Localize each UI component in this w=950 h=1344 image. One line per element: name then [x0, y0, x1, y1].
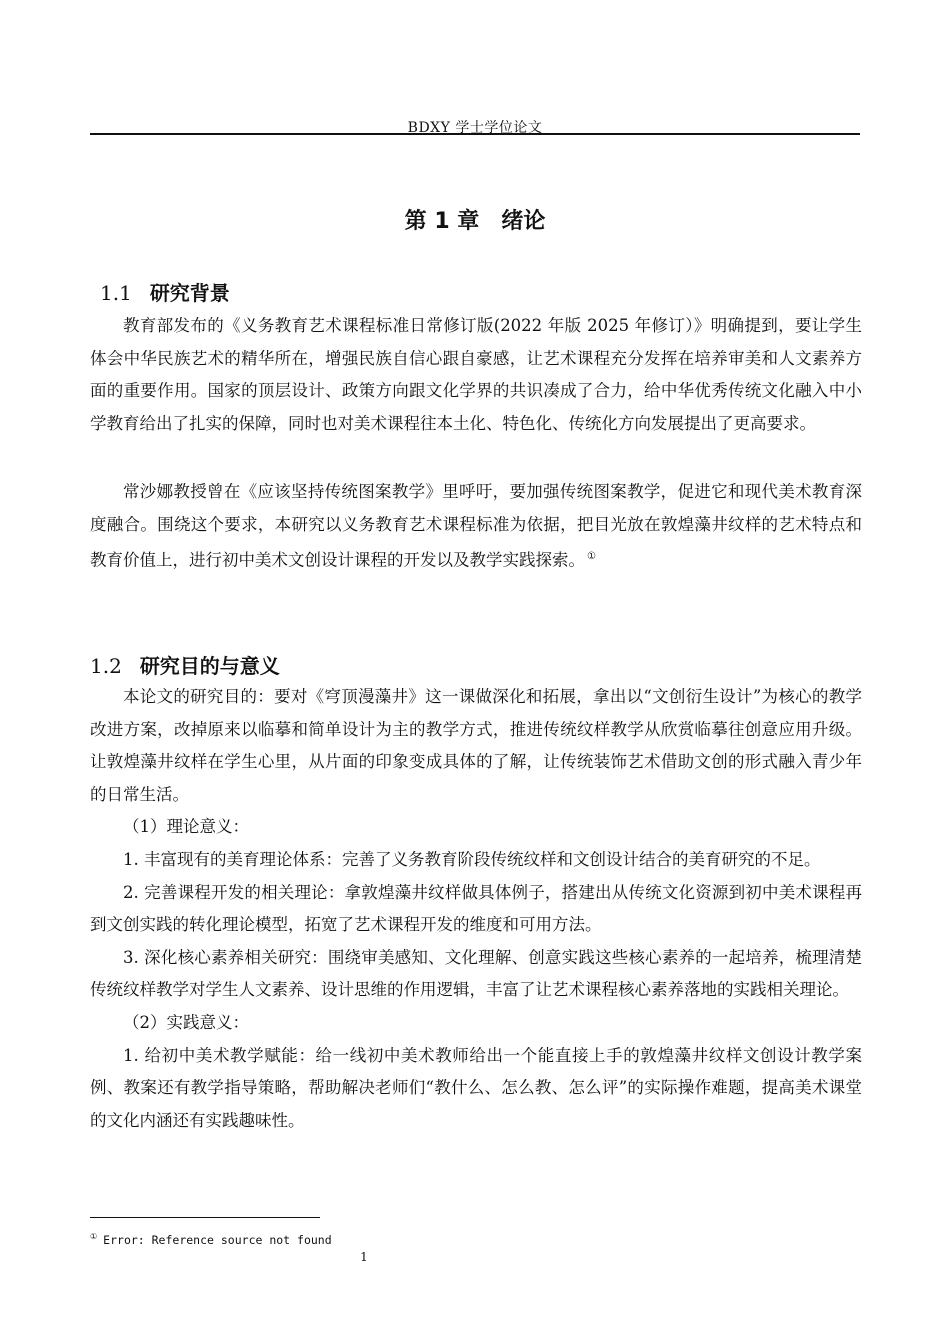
subheading-practice: （2）实践意义：	[123, 1012, 249, 1032]
subheading-theory: （1）理论意义：	[123, 817, 249, 837]
paragraph-text: 常沙娜教授曾在《应该坚持传统图案教学》里呼吁，要加强传统图案教学，促进它和现代美术教育深度融合。围绕这个要求，本研究以义务教育艺术课程标准为依据，把目光放在敦煌藻井纹样的艺术特点和教育价值上，进行初中美术文创设计课程的开发以及教学实践探索。	[90, 482, 862, 570]
section-1-1-body	[90, 310, 862, 440]
footnote	[90, 1232, 332, 1247]
header-rule	[90, 133, 860, 135]
running-header: BDXY 学士学位论文	[407, 120, 543, 136]
section-1-2-body	[90, 681, 862, 1137]
footnote-rule	[90, 1217, 320, 1218]
section-1-1-body-2	[90, 476, 862, 577]
footnote-reference[interactable]: ①	[587, 551, 596, 563]
section-number: 1.2	[90, 654, 122, 678]
section-heading-1-1	[100, 277, 230, 306]
chapter-number: 第 1 章	[404, 209, 480, 234]
section-number: 1.1	[100, 281, 132, 305]
paragraph: 本论文的研究目的：要对《穹顶漫藻井》这一课做深化和拓展，拿出以“文创衍生设计”为核心的教学改进方案，改掉原来以临摹和简单设计为主的教学方式，推进传统纹样教学从欣赏临摹往创意应用升级。让敦煌藻井纹样在学生心里，从片面的印象变成具体的了解，让传统装饰艺术借助文创的形式融入青少年的日常生活。	[90, 687, 862, 804]
list-item: 3. 深化核心素养相关研究：围绕审美感知、文化理解、创意实践这些核心素养的一起培养，梳理清楚传统纹样教学对学生人文素养、设计思维的作用逻辑，丰富了让艺术课程核心素养落地的实践相关理论。	[90, 947, 862, 1000]
paragraph	[90, 476, 862, 577]
list-item: 2. 完善课程开发的相关理论：拿敦煌藻井纹样做具体例子，搭建出从传统文化资源到初中美术课程再到文创实践的转化理论模型，拓宽了艺术课程开发的维度和可用方法。	[90, 882, 862, 935]
footnote-mark: ①	[90, 1232, 98, 1241]
list-item: 1. 给初中美术教学赋能：给一线初中美术教师给出一个能直接上手的敦煌藻井纹样文创设计教学案例、教案还有教学指导策略，帮助解决老师们“教什么、怎么教、怎么评”的实际操作难题，提高美术课堂的文化内涵还有实践趣味性。	[90, 1045, 862, 1130]
paragraph: 教育部发布的《义务教育艺术课程标准日常修订版(2022 年版 2025 年修订）》明确提到，要让学生体会中华民族艺术的精华所在，增强民族自信心跟自豪感，让艺术课程充分发挥在培养审美和人文素养方面的重要作用。国家的顶层设计、政策方向跟文化学界的共识凑成了合力，给中华优秀传统文化融入中小学教育给出了扎实的保障，同时也对美术课程往本土化、特色化、传统化方向发展提出了更高要求。	[90, 316, 862, 433]
section-heading-1-2	[90, 650, 280, 679]
footnote-text: Error: Reference source not found	[103, 1232, 332, 1247]
section-title: 研究背景	[149, 281, 230, 305]
chapter-name: 绪论	[501, 209, 546, 234]
page-number: 1	[360, 1250, 368, 1264]
chapter-title	[0, 204, 950, 235]
section-title: 研究目的与意义	[139, 654, 280, 678]
list-item: 1. 丰富现有的美育理论体系：完善了义务教育阶段传统纹样和文创设计结合的美育研究的不足。	[123, 849, 821, 869]
